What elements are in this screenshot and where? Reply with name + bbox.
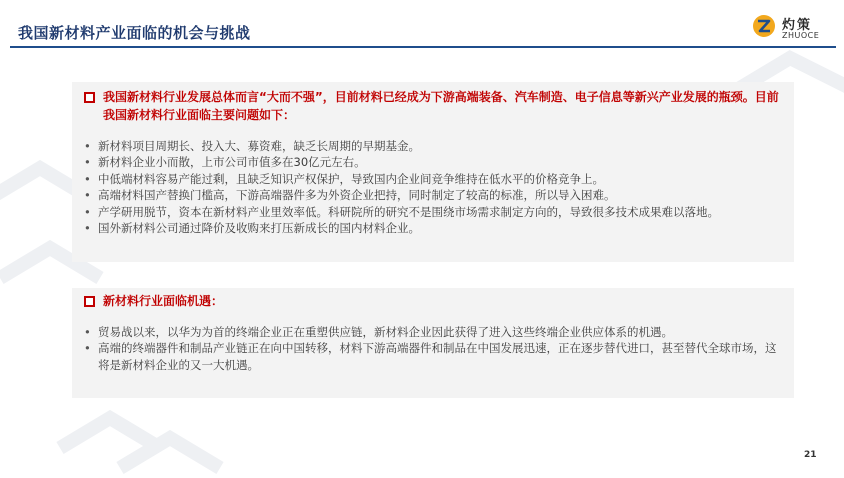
challenges-heading [84, 88, 784, 124]
list-item: • 高端材料国产替换门槛高，下游高端器件多为外资企业把持，同时制定了较高的标准，所以导入困难。 [84, 187, 784, 203]
list-item: • 新材料项目周期长、投入大、募资难，缺乏长周期的早期基金。 [84, 138, 784, 154]
list-item: • 国外新材料公司通过降价及收购来打压新成长的国内材料企业。 [84, 220, 784, 236]
challenges-panel [72, 82, 794, 262]
opportunities-list [84, 324, 784, 373]
square-bullet-icon [84, 92, 95, 103]
title-divider [10, 46, 836, 48]
list-item: • 新材料企业小而散，上市公司市值多在30亿元左右。 [84, 154, 784, 170]
challenges-list [84, 138, 784, 236]
list-item: • 贸易战以来，以华为为首的终端企业正在重塑供应链，新材料企业因此获得了进入这些终端企业供应体系的机遇。 [84, 324, 784, 340]
challenges-heading-text: 我国新材料行业发展总体而言“大而不强”，目前材料已经成为下游高端装备、汽车制造、电子信息等新兴产业发展的瓶颈。目前我国新材料行业面临主要问题如下： [103, 90, 779, 122]
logo-chinese-name: 灼策 [782, 18, 813, 33]
logo-english-name: ZHUOCE [782, 31, 820, 40]
zhuoce-logo-icon [752, 14, 776, 38]
opportunities-panel [72, 288, 794, 398]
list-item: • 中低端材料容易产能过剩，且缺乏知识产权保护，导致国内企业间竞争维持在低水平的价格竞争上。 [84, 171, 784, 187]
company-logo [752, 12, 828, 44]
list-item: • 高端的终端器件和制品产业链正在向中国转移，材料下游高端器件和制品在中国发展迅速，正在逐步替代进口，甚至替代全球市场，这将是新材料企业的又一大机遇。 [84, 340, 784, 373]
opportunities-heading [84, 292, 784, 310]
list-item: • 产学研用脱节，资本在新材料产业里效率低。科研院所的研究不是围绕市场需求制定方向的，导致很多技术成果难以落地。 [84, 204, 784, 220]
square-bullet-icon [84, 296, 95, 307]
opportunities-heading-text: 新材料行业面临机遇： [103, 294, 224, 308]
page-number: 21 [804, 450, 817, 460]
page-title: 我国新材料产业面临的机会与挑战 [18, 24, 251, 42]
